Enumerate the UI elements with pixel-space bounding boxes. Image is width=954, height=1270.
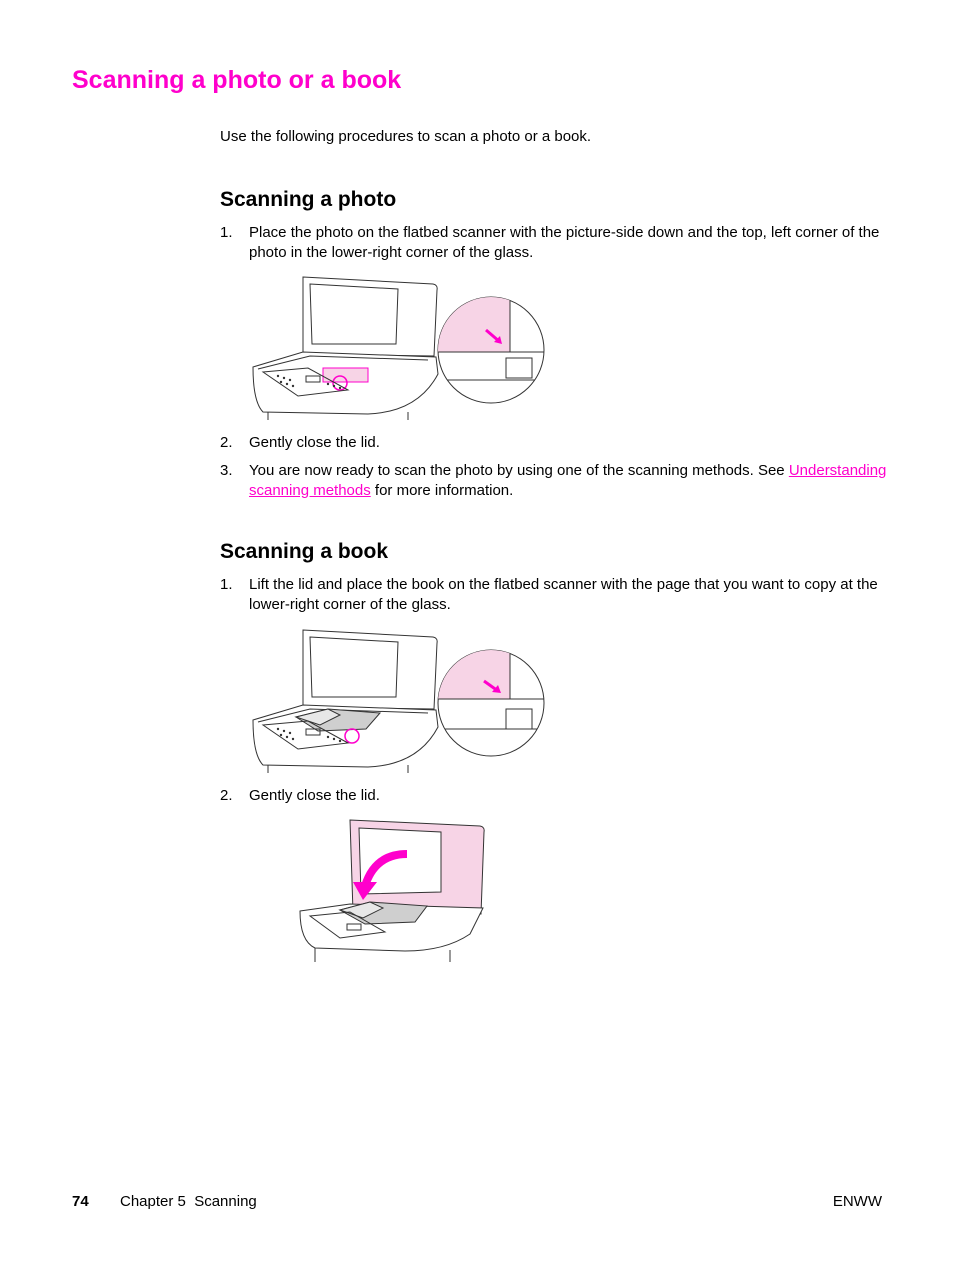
step-text: Gently close the lid.: [249, 787, 380, 804]
step-text-after: for more information.: [370, 481, 514, 499]
step-text: Gently close the lid.: [249, 434, 380, 451]
step-number: 3.: [220, 462, 233, 479]
footer-enww: ENWW: [832, 1193, 882, 1210]
footer-page-number: 74: [72, 1193, 89, 1210]
book-step-2: [220, 786, 890, 806]
page-title: Scanning a photo or a book: [72, 66, 402, 94]
understanding-scanning-methods-link[interactable]: Understanding scanning methods: [249, 462, 887, 499]
step-number: 1.: [220, 576, 233, 593]
step-number: 2.: [220, 434, 233, 451]
intro-text: Use the following procedures to scan a photo or a book.: [220, 128, 592, 145]
step-text: Lift the lid and place the book on the flatbed scanner with the page that you want to copy at the lower-right corner of the glass.: [249, 576, 878, 613]
scanner-book-illustration: [248, 625, 548, 773]
section-heading-book: Scanning a book: [220, 540, 389, 563]
step-number: 1.: [220, 224, 233, 241]
book-step-1: [220, 575, 890, 614]
step-text-before: You are now ready to scan the photo by using one of the scanning methods. See: [249, 462, 789, 479]
step-number: 2.: [220, 787, 233, 804]
photo-step-1: [220, 223, 890, 262]
step-text: Place the photo on the flatbed scanner with the picture-side down and the top, left corner of the photo in the lower-right corner of the glass.: [249, 224, 880, 261]
photo-step-2: [220, 433, 890, 453]
scanner-close-lid-illustration: [295, 816, 490, 964]
step-text: [249, 461, 890, 500]
section-heading-photo: Scanning a photo: [220, 188, 397, 211]
photo-step-3: [220, 461, 890, 500]
footer-chapter: Chapter 5 Scanning: [120, 1193, 257, 1210]
scanner-photo-illustration: [248, 272, 548, 420]
